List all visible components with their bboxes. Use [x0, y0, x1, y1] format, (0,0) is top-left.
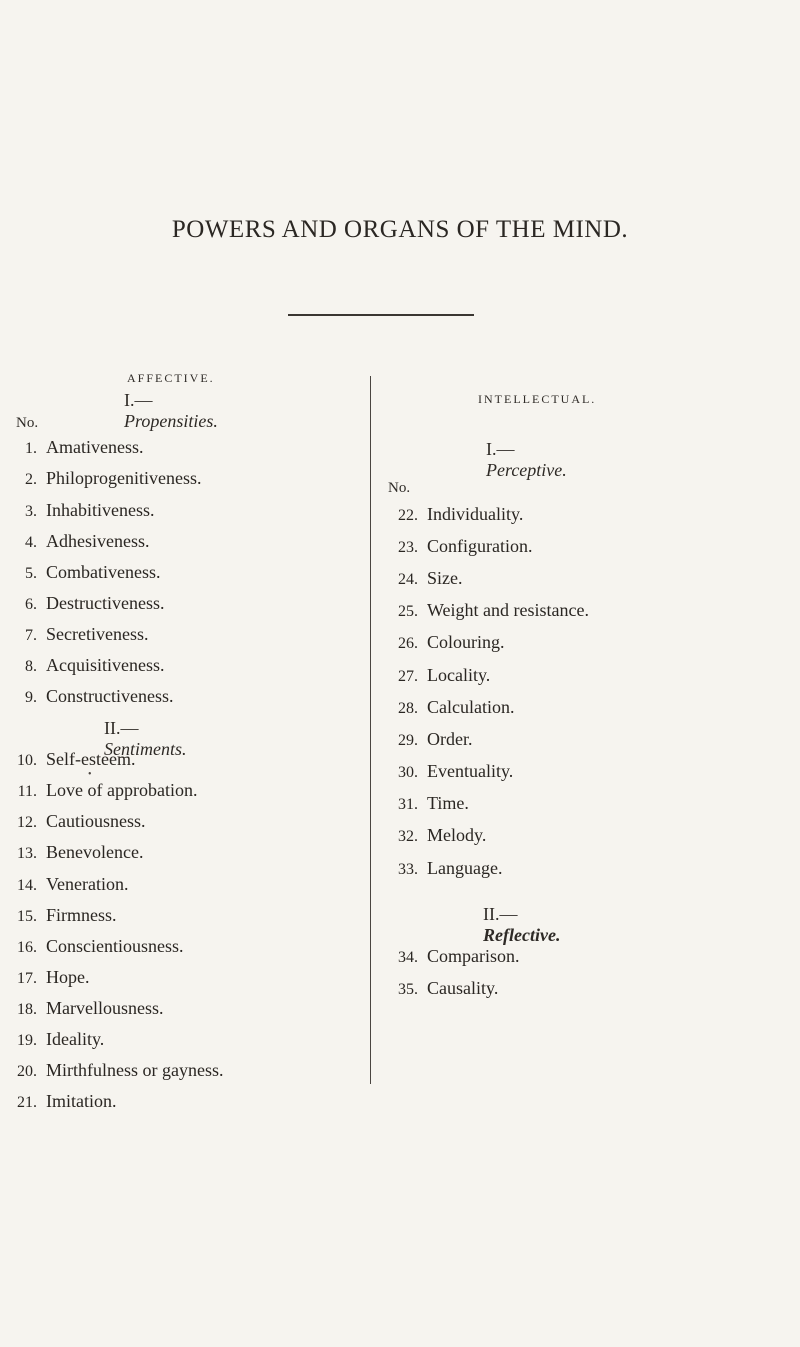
list-item — [370, 504, 523, 525]
list-item — [0, 811, 146, 832]
item-number: 13. — [17, 845, 37, 862]
item-number: 27. — [398, 668, 418, 685]
list-item — [0, 593, 164, 614]
item-number: 12. — [17, 814, 37, 831]
list-item — [0, 437, 143, 458]
item-name: Benevolence. — [46, 842, 144, 862]
list-item — [0, 1091, 117, 1112]
item-number: 10. — [17, 752, 37, 769]
item-name: Marvellousness. — [46, 998, 164, 1018]
item-name: Constructiveness. — [46, 686, 174, 706]
propensities-name: Propensities. — [124, 411, 218, 431]
list-item — [370, 600, 589, 621]
list-item — [0, 1060, 223, 1081]
list-item — [0, 905, 117, 926]
item-name: Self-esteem. — [46, 749, 136, 769]
item-name: Ideality. — [46, 1029, 105, 1049]
page-title: POWERS AND ORGANS OF THE MIND. — [171, 216, 629, 243]
list-item — [370, 697, 514, 718]
item-number: 30. — [398, 764, 418, 781]
item-number: 9. — [25, 689, 37, 706]
item-number: 33. — [398, 861, 418, 878]
item-number: 25. — [398, 603, 418, 620]
list-item — [370, 793, 469, 814]
item-name: Philoprogenitiveness. — [46, 468, 202, 488]
item-number: 29. — [398, 732, 418, 749]
item-number: 16. — [17, 939, 37, 956]
item-number: 21. — [17, 1094, 37, 1111]
item-number: 35. — [398, 981, 418, 998]
item-name: Conscientiousness. — [46, 936, 184, 956]
list-item — [0, 531, 149, 552]
intellectual-no-label: No. — [388, 480, 411, 496]
propensities-numeral: I.— — [124, 390, 153, 410]
list-item — [370, 729, 472, 750]
item-name: Imitation. — [46, 1091, 117, 1111]
item-name: Hope. — [46, 967, 90, 987]
item-number: 3. — [25, 503, 37, 520]
perceptive-subheading — [486, 439, 567, 481]
item-name: Calculation. — [427, 697, 515, 717]
item-name: Individuality. — [427, 504, 524, 524]
list-item — [0, 624, 148, 645]
item-number: 8. — [25, 658, 37, 675]
item-number: 6. — [25, 596, 37, 613]
list-item — [0, 842, 143, 863]
sentiments-numeral: II.— — [104, 718, 139, 738]
list-item — [0, 998, 163, 1019]
list-item — [0, 686, 174, 707]
perceptive-numeral: I.— — [486, 439, 515, 459]
item-number: 24. — [398, 571, 418, 588]
list-item — [0, 780, 197, 801]
item-name: Amativeness. — [46, 437, 144, 457]
item-number: 20. — [17, 1063, 37, 1080]
item-number: 34. — [398, 949, 418, 966]
item-name: Eventuality. — [427, 761, 514, 781]
list-item — [0, 655, 165, 676]
item-name: Order. — [427, 729, 473, 749]
list-item — [370, 665, 490, 686]
item-name: Veneration. — [46, 874, 129, 894]
item-name: Colouring. — [427, 632, 505, 652]
item-name: Causality. — [427, 978, 499, 998]
item-name: Adhesiveness. — [46, 531, 150, 551]
item-name: Combativeness. — [46, 562, 161, 582]
list-item — [0, 1029, 104, 1050]
item-number: 17. — [17, 970, 37, 987]
item-name: Destructiveness. — [46, 593, 165, 613]
reflective-numeral: II.— — [483, 904, 518, 924]
item-number: 22. — [398, 507, 418, 524]
list-item — [370, 825, 486, 846]
item-number: 23. — [398, 539, 418, 556]
list-item — [0, 500, 154, 521]
item-name: Size. — [427, 568, 463, 588]
affective-no-label: No. — [16, 415, 39, 431]
intellectual-heading: INTELLECTUAL. — [478, 392, 597, 406]
item-name: Mirthfulness or gayness. — [46, 1060, 224, 1080]
list-item — [0, 967, 90, 988]
affective-heading: AFFECTIVE. — [127, 371, 215, 385]
list-item — [370, 978, 498, 999]
item-name: Configuration. — [427, 536, 533, 556]
item-number: 2. — [25, 471, 37, 488]
title-rule — [288, 314, 474, 316]
sentiments-name: Sentiments. — [104, 739, 187, 759]
list-item — [0, 874, 128, 895]
list-item — [370, 946, 520, 967]
item-name: Cautiousness. — [46, 811, 146, 831]
item-number: 31. — [398, 796, 418, 813]
item-number: 32. — [398, 828, 418, 845]
bullet-mark: • — [88, 769, 92, 780]
reflective-name: Reflective. — [483, 925, 561, 945]
item-number: 7. — [25, 627, 37, 644]
item-name: Locality. — [427, 665, 491, 685]
item-name: Firmness. — [46, 905, 117, 925]
list-item — [370, 536, 533, 557]
item-number: 11. — [17, 783, 37, 800]
list-item — [370, 632, 505, 653]
item-number: 5. — [25, 565, 37, 582]
reflective-subheading — [483, 904, 560, 946]
perceptive-name: Perceptive. — [486, 460, 567, 480]
item-number: 14. — [17, 877, 37, 894]
list-item — [370, 858, 502, 879]
list-item — [370, 761, 513, 782]
item-number: 4. — [25, 534, 37, 551]
propensities-subheading — [124, 390, 218, 432]
list-item — [370, 568, 463, 589]
list-item — [0, 936, 184, 957]
item-name: Language. — [427, 858, 503, 878]
item-name: Time. — [427, 793, 469, 813]
item-number: 28. — [398, 700, 418, 717]
item-name: Melody. — [427, 825, 487, 845]
list-item — [0, 749, 135, 770]
item-name: Love of approbation. — [46, 780, 198, 800]
item-number: 18. — [17, 1001, 37, 1018]
item-name: Weight and resistance. — [427, 600, 589, 620]
item-name: Acquisitiveness. — [46, 655, 165, 675]
item-number: 26. — [398, 635, 418, 652]
item-name: Secretiveness. — [46, 624, 149, 644]
item-name: Comparison. — [427, 946, 520, 966]
item-number: 15. — [17, 908, 37, 925]
item-name: Inhabitiveness. — [46, 500, 155, 520]
item-number: 1. — [25, 440, 37, 457]
list-item — [0, 562, 161, 583]
list-item — [0, 468, 202, 489]
item-number: 19. — [17, 1032, 37, 1049]
